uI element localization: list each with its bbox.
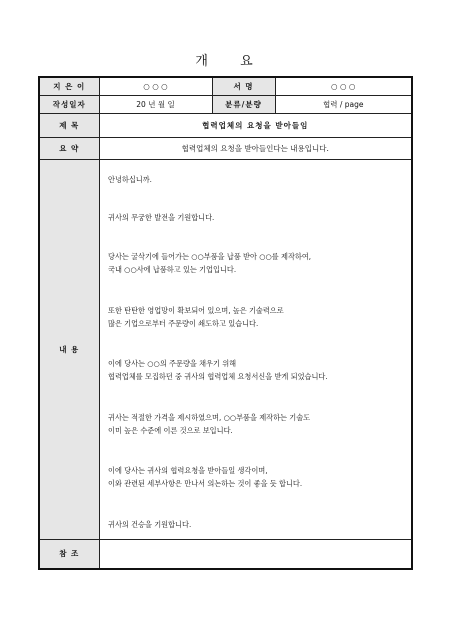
- reference-label: 참 조: [39, 539, 99, 569]
- paragraph-evaluation: [108, 411, 310, 437]
- date-label: 작성일자: [39, 95, 99, 113]
- paragraph-strength: [108, 304, 284, 330]
- name-label: 서 명: [212, 77, 275, 95]
- paragraph-line: 협력업체를 모집하던 중 귀사의 협력업체 요청서신을 받게 되었습니다.: [108, 372, 328, 381]
- paragraph-line: 이에 당사는 귀사의 협력요청을 받아들일 생각이며,: [108, 466, 268, 475]
- title-char-1: 개: [195, 54, 210, 69]
- paragraph-line: 안녕하십니까.: [108, 175, 152, 184]
- paragraph-line: 또한 탄탄한 영업망이 확보되어 있으며, 높은 기술력으로: [108, 306, 284, 315]
- paragraph-line: 국내 ○○사에 납품하고 있는 기업입니다.: [108, 265, 237, 274]
- category-value: 협력 / page: [275, 95, 412, 113]
- paragraph-line: 귀사는 적절한 가격을 제시하였으며, ○○부품을 제작하는 기술도: [108, 413, 311, 422]
- paragraph-line: 당사는 굴삭기에 들어가는 ○○부품을 납품 받아 ○○를 제작하여,: [108, 252, 312, 261]
- title-char-2: 요: [240, 54, 255, 69]
- author-value: ○ ○ ○: [99, 77, 212, 95]
- author-label: 지 은 이: [39, 77, 99, 95]
- paragraph-line: 이미 높은 수준에 이른 것으로 보입니다.: [108, 426, 233, 435]
- paragraph-line: 귀사의 무궁한 발전을 기원합니다.: [108, 213, 215, 222]
- summary-label: 요 약: [39, 137, 99, 159]
- subject-value: 협력업체의 요청을 받아들임: [99, 113, 412, 137]
- summary-value: 협력업체의 요청을 받아들인다는 내용입니다.: [99, 137, 412, 159]
- content-label: 내 용: [39, 159, 99, 539]
- reference-value: [99, 539, 412, 569]
- paragraph-closing: [108, 518, 191, 531]
- paragraph-line: 이와 관련된 세부사항은 만나서 의논하는 것이 좋을 듯 합니다.: [108, 479, 303, 488]
- paragraph-line: 귀사의 건승을 기원합니다.: [108, 520, 192, 529]
- category-label: 분류/분량: [212, 95, 275, 113]
- name-value: ○ ○ ○: [275, 77, 412, 95]
- document-title: [0, 50, 450, 69]
- paragraph-line: 많은 기업으로부터 주문량이 쇄도하고 있습니다.: [108, 319, 259, 328]
- paragraph-acceptance: [108, 464, 302, 490]
- paragraph-greeting: [108, 173, 152, 186]
- paragraph-company: [108, 250, 311, 276]
- paragraph-wishes: [108, 211, 214, 224]
- paragraph-line: 이에 당사는 ○○의 주문량을 채우기 위해: [108, 359, 237, 368]
- subject-label: 제 목: [39, 113, 99, 137]
- paragraph-recruit: [108, 357, 328, 383]
- date-value: 20 년 월 일: [99, 95, 212, 113]
